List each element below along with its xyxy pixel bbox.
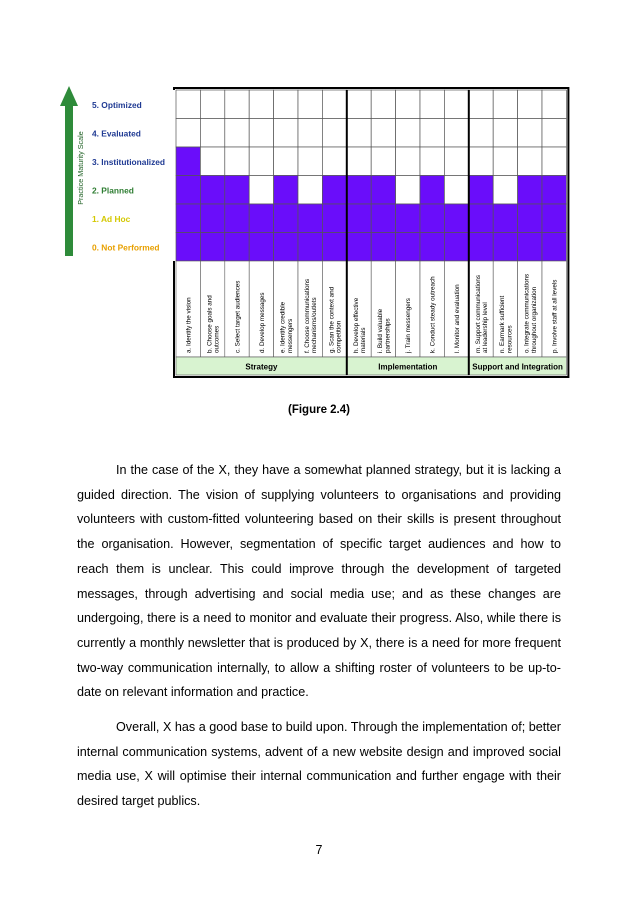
column-label-line: j. Train messengers [405,298,413,353]
grid-cell-empty [493,147,517,176]
grid-cell-filled [493,204,517,233]
grid-cell-empty [298,119,322,148]
grid-cell-empty [200,119,224,148]
grid-cell-empty [298,176,322,205]
grid-cell-empty [322,90,346,119]
grid-cell-empty [444,90,468,119]
grid-cell-filled [176,204,200,233]
grid-cell-empty [274,119,298,148]
column-label [234,281,241,353]
column-label-line: c. Select target audiences [234,280,242,353]
grid-cell-filled [200,176,224,205]
grid-cell-filled [274,204,298,233]
grid-cell-empty [371,90,395,119]
column-label-line: k. Conduct steady outreach [429,276,437,353]
grid-cell-empty [469,147,493,176]
grid-cell-empty [420,119,444,148]
maturity-arrow-shaft [65,104,73,256]
grid-cell-empty [274,90,298,119]
paragraph-text: Overall, X has a good base to build upon. Through the implementation of; better internal communication systems, advent of a new website design and improved social media use, X will optimise their internal communication and further engage with their desired target publics. [77,720,561,809]
grid-cell-filled [225,204,249,233]
level-label: 2. Planned [92,185,134,196]
grid-cell-filled [298,204,322,233]
column-label-line: e. Identify credible [279,301,287,353]
axis-label: Practice Maturity Scale [76,131,85,205]
grid-cell-empty [249,90,273,119]
grid-cell-empty [444,119,468,148]
column-label-line: materials [360,327,367,353]
grid-cell-empty [322,147,346,176]
grid-cell-empty [347,90,371,119]
grid-cell-empty [469,90,493,119]
grid-cell-empty [420,147,444,176]
body-paragraph-1 [77,458,561,705]
grid-cell-filled [274,233,298,262]
column-label-line: d. Develop messages [258,292,266,353]
grid-cell-empty [493,90,517,119]
grid-cell-empty [225,147,249,176]
grid-cell-empty [493,176,517,205]
grid-cell-filled [420,176,444,205]
column-label-line: mechanisms/outlets [311,297,319,353]
grid-cell-empty [542,90,566,119]
body-paragraph-2 [77,715,561,814]
grid-cell-empty [420,90,444,119]
column-label [430,276,437,353]
grid-cell-filled [444,233,468,262]
grid-cell-empty [396,147,420,176]
grid-cell-filled [249,233,273,262]
grid-cell-empty [274,147,298,176]
grid-cell-empty [298,90,322,119]
grid-cell-empty [469,119,493,148]
column-label [405,298,412,354]
column-label-line: throughout organization [530,286,538,353]
level-label: 5. Optimized [92,99,142,110]
column-label [259,292,266,353]
grid-cell-filled [493,233,517,262]
grid-cell-filled [420,233,444,262]
grid-cell-filled [469,204,493,233]
level-label: 4. Evaluated [92,128,141,139]
grid-cell-filled [200,233,224,262]
grid-cell-filled [225,176,249,205]
grid-cell-filled [444,204,468,233]
grid-cell-filled [347,233,371,262]
grid-cell-filled [469,176,493,205]
grid-cell-filled [542,233,566,262]
grid-cell-filled [176,176,200,205]
grid-cell-empty [225,119,249,148]
grid-cell-filled [274,176,298,205]
grid-cell-filled [371,233,395,262]
grid-cell-empty [200,90,224,119]
grid-cell-empty [176,90,200,119]
column-label-line: m. Support communications [474,274,482,353]
page-number: 7 [315,843,323,857]
grid-cell-empty [347,119,371,148]
level-label: 0. Not Performed [92,242,160,253]
grid-cell-filled [225,233,249,262]
grid-cell-empty [347,147,371,176]
grid-cell-empty [322,119,346,148]
column-label-line: i. Build valuable [377,308,385,353]
grid-cell-empty [396,90,420,119]
column-label [454,284,461,353]
column-label-line: at leadership level [482,302,489,353]
group-label: Support and Integration [472,362,563,372]
grid-cell-filled [322,233,346,262]
grid-cell-filled [298,233,322,262]
grid-cell-filled [542,176,566,205]
grid-cell-empty [371,147,395,176]
grid-cell-filled [347,176,371,205]
grid-cell-filled [249,204,273,233]
grid-cell-filled [518,204,542,233]
maturity-figure [60,82,580,394]
maturity-chart [60,82,580,394]
grid-cell-empty [444,176,468,205]
grid-cell-filled [518,233,542,262]
column-label-line: p. Involve staff at all levels [551,279,559,353]
group-label: Implementation [378,362,438,372]
grid-cell-filled [542,204,566,233]
column-label-line: h. Develop effective [352,297,360,353]
grid-cell-filled [396,233,420,262]
grid-cell-filled [322,176,346,205]
column-label-line: l. Monitor and evaluation [454,284,461,353]
group-label: Strategy [245,362,278,372]
grid-cell-empty [200,147,224,176]
grid-cell-filled [371,204,395,233]
column-label-line: g. Scan the context and [328,286,336,353]
column-label [186,297,193,353]
grid-cell-empty [249,147,273,176]
grid-cell-empty [249,119,273,148]
level-label: 3. Institutionalized [92,156,166,167]
grid-cell-empty [396,119,420,148]
column-label-line: partnerships [384,318,392,353]
grid-cell-empty [444,147,468,176]
grid-cell-filled [371,176,395,205]
column-label-line: n. Earmark sufficient [499,295,507,353]
grid-cell-empty [225,90,249,119]
grid-cell-empty [542,147,566,176]
column-label-line: outcomes [213,325,221,353]
grid-cell-empty [518,119,542,148]
column-label-line: resources [506,325,514,353]
grid-cell-filled [176,233,200,262]
grid-cell-empty [518,147,542,176]
grid-cell-empty [176,119,200,148]
grid-cell-filled [347,204,371,233]
paragraph-text: In the case of the X, they have a somewhat planned strategy, but it is lacking a guided direction. The vision of supplying volunteers to organisations and providing volunteers with custom-fitted volunteering based on their skills is present throughout the organisation. However, segmentation of specific target audiences and how to reach them is unclear. This could improve through the development of targeted messages, through advertising and social media use; and as these changes are undergoing, there is a need to monitor and evaluate their progress. Also, while there is currently a monthly newsletter that is produced by X, there is a need for more frequent two-way communication internally, to allow a shifting roster of volunteers to be up-to-date on relevant information and practice. [77,463,561,700]
grid-cell-filled [469,233,493,262]
grid-cell-filled [420,204,444,233]
column-label-line: a. Identify the vision [185,297,193,353]
column-label [552,280,559,353]
grid-cell-filled [518,176,542,205]
figure-caption: (Figure 2.4) [288,404,350,416]
maturity-arrow-head [60,86,78,106]
grid-cell-empty [249,176,273,205]
grid-cell-empty [493,119,517,148]
column-label-line: f. Choose communications [304,278,311,353]
grid-cell-filled [396,204,420,233]
grid-cell-filled [322,204,346,233]
grid-cell-filled [200,204,224,233]
grid-cell-empty [298,147,322,176]
grid-cell-empty [371,119,395,148]
grid-cell-empty [396,176,420,205]
grid-cell-filled [176,147,200,176]
level-label: 1. Ad Hoc [92,213,131,224]
grid-cell-empty [518,90,542,119]
grid-cell-empty [542,119,566,148]
column-label-line: o. Integrate communications [523,273,531,353]
column-label-line: b. Choose goals and [206,295,214,353]
column-label-line: competition [335,320,343,353]
column-label-line: messengers [286,318,294,353]
